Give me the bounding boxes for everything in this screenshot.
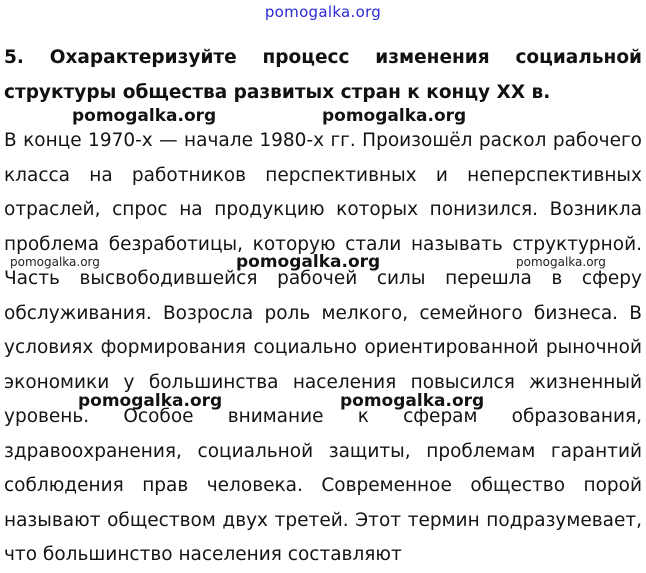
answer-paragraph: В конце 1970-х — начале 1980-х гг. Произошёл раскол рабочего класса на работников перспективных и неперспективных отраслей, спрос на продукцию которых понизился. Возникла проблема безработицы, которую стали называть структурной. Часть высвободившейся рабочей силы перешла в сферу обслуживания. Возросла роль мелкого, семейного бизнеса. В условиях формирования социально ориентированной рыночной экономики у большинства населения повысился жизненный уровень. Особое внимание к сферам образования, здравоохранения, социальной защиты, проблемам гарантий соблюдения прав человека. Современное общество порой называют обществом двух третей. Этот термин подразумевает, что большинство населения составляют	[4, 130, 642, 565]
question-heading: 5. Охарактеризуйте процесс изменения социальной структуры общества развитых стран к концу XX в.	[4, 47, 642, 103]
top-watermark[interactable]: pomogalka.org	[264, 3, 382, 21]
watermark: pomogalka.org	[340, 391, 485, 411]
watermark: pomogalka.org	[78, 391, 223, 411]
watermark: pomogalka.org	[516, 255, 606, 269]
watermark: pomogalka.org	[10, 255, 100, 269]
watermark: pomogalka.org	[72, 106, 217, 126]
watermark: pomogalka.org	[322, 106, 467, 126]
watermark: pomogalka.org	[236, 252, 381, 272]
